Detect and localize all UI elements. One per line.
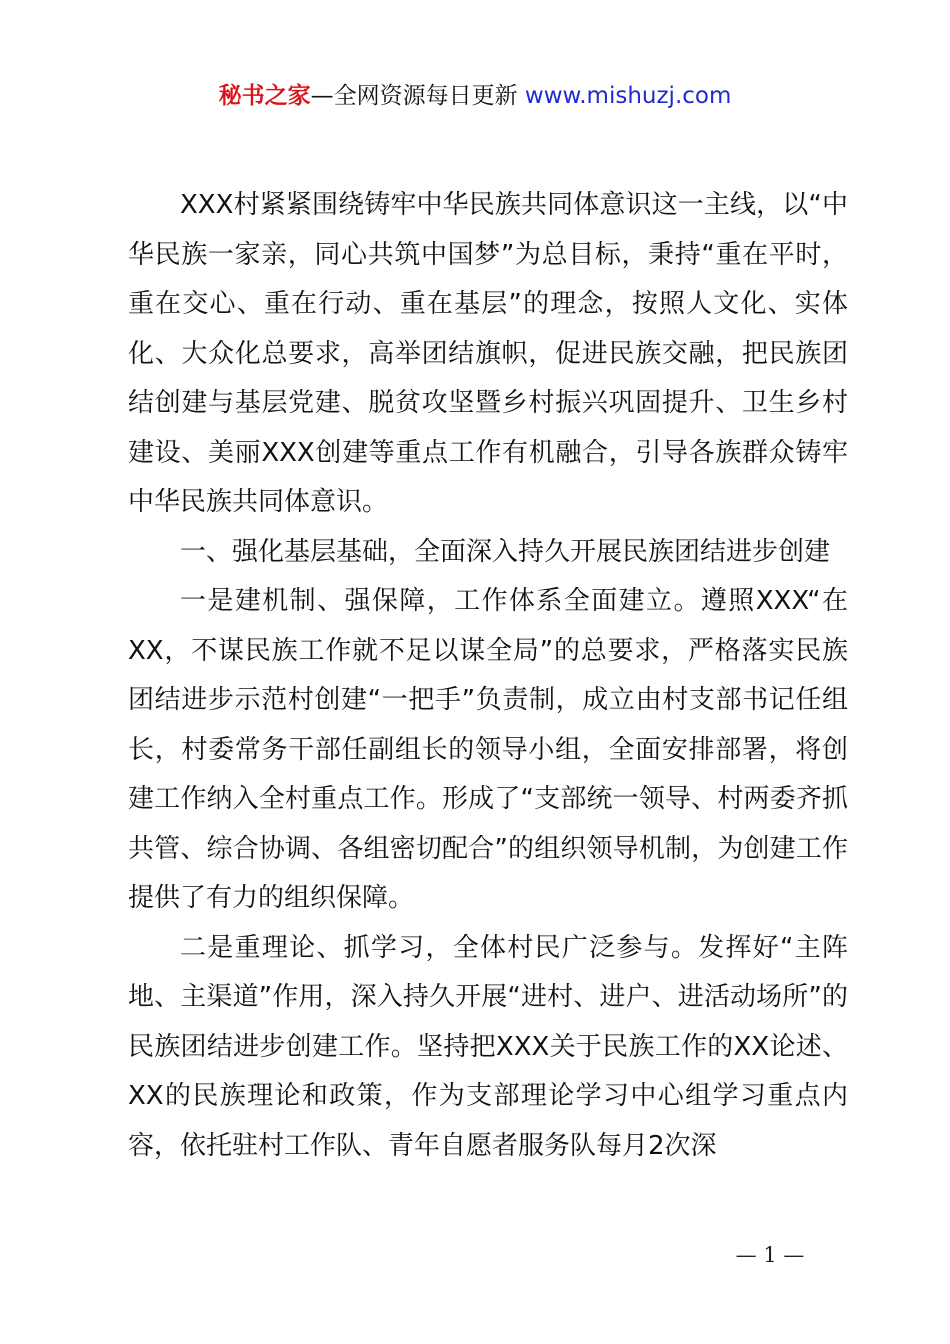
section-heading-1: 一、强化基层基础，全面深入持久开展民族团结进步创建	[180, 536, 831, 567]
page-header	[0, 78, 950, 114]
page-number: — 1 —	[735, 1243, 805, 1267]
site-brand: 秘书之家	[218, 83, 311, 109]
site-url-link[interactable]: www.mishuzj.com	[524, 83, 732, 109]
paragraph-intro: XXX村紧紧围绕铸牢中华民族共同体意识这一主线，以“中华民族一家亲，同心共筑中国梦”为总目标，秉持“重在平时，重在交心、重在行动、重在基层”的理念，按照人文化、实体化、大众化总要求，高举团结旗帜，促进民族交融，把民族团结创建与基层党建、脱贫攻坚暨乡村振兴巩固提升、卫生乡村建设、美丽XXX创建等重点工作有机融合，引导各族群众铸牢中华民族共同体意识。	[128, 190, 848, 517]
paragraph-mechanism: 一是建机制、强保障，工作体系全面建立。遵照XXX“在XX，不谋民族工作就不足以谋全局”的总要求，严格落实民族团结进步示范村创建“一把手”负责制，成立由村支部书记任组长，村委常务干部任副组长的领导小组，全面安排部署，将创建工作纳入全村重点工作。形成了“支部统一领导、村两委齐抓共管、综合协调、各组密切配合”的组织领导机制，为创建工作提供了有力的组织保障。	[128, 586, 848, 913]
paragraph-study: 二是重理论、抓学习，全体村民广泛参与。发挥好“主阵地、主渠道”作用，深入持久开展“进村、进户、进活动场所”的民族团结进步创建工作。坚持把XXX关于民族工作的XX论述、XX的民族理论和政策，作为支部理论学习中心组学习重点内容，依托驻村工作队、青年自愿者服务队每月2次深	[128, 932, 848, 1161]
document-body	[128, 181, 848, 1171]
site-tagline: —全网资源每日更新	[310, 83, 525, 109]
